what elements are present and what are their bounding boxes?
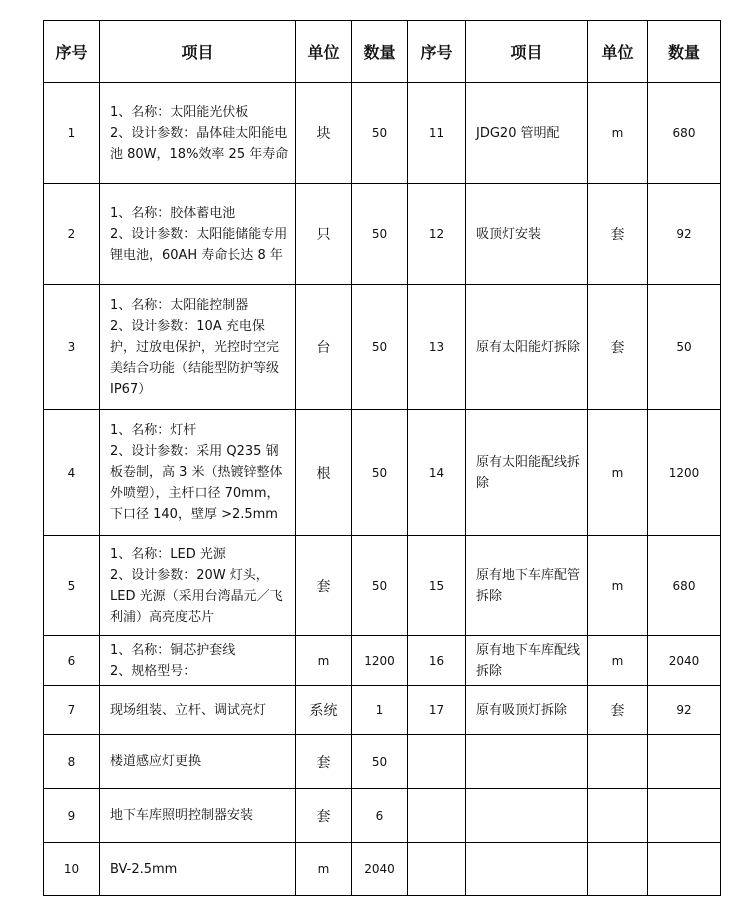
- header-item: 项目: [100, 21, 296, 83]
- unit-cell-2: [588, 843, 648, 896]
- table-row: [44, 843, 721, 896]
- item-line: 1、名称：铜芯护套线: [110, 642, 236, 658]
- header-item-2: 项目: [466, 21, 588, 83]
- seq-cell-2: 12: [408, 184, 466, 285]
- seq-cell-2: 17: [408, 686, 466, 735]
- item-cell-2: [466, 843, 588, 896]
- unit-cell-2: m: [588, 536, 648, 636]
- item-cell: [100, 686, 296, 735]
- item-cell: [100, 536, 296, 636]
- unit-cell-2: m: [588, 83, 648, 184]
- qty-cell: 6: [352, 789, 408, 843]
- item-line: BV-2.5mm: [110, 861, 178, 877]
- table-row: [44, 83, 721, 184]
- item-cell-2: 原有太阳能灯拆除: [466, 285, 588, 410]
- item-line: 2、设计参数：20W 灯头，LED 光源（采用台湾晶元／飞利浦）高亮度芯片: [110, 567, 283, 625]
- quantity-table: [43, 20, 721, 896]
- qty-cell: 50: [352, 184, 408, 285]
- unit-cell: m: [296, 843, 352, 896]
- seq-cell-2: 15: [408, 536, 466, 636]
- item-line: 2、设计参数：晶体硅太阳能电池 80W，18%效率 25 年寿命: [110, 125, 289, 162]
- unit-cell-2: 套: [588, 686, 648, 735]
- item-cell: [100, 83, 296, 184]
- qty-cell-2: [648, 789, 721, 843]
- item-cell: [100, 184, 296, 285]
- qty-cell-2: 50: [648, 285, 721, 410]
- seq-cell: 10: [44, 843, 100, 896]
- seq-cell-2: 11: [408, 83, 466, 184]
- header-unit: 单位: [296, 21, 352, 83]
- seq-cell: 3: [44, 285, 100, 410]
- unit-cell-2: [588, 789, 648, 843]
- qty-cell: 50: [352, 83, 408, 184]
- qty-cell-2: 92: [648, 686, 721, 735]
- item-cell-2: 原有地下车库配线拆除: [466, 636, 588, 686]
- qty-cell: 2040: [352, 843, 408, 896]
- header-seq: 序号: [44, 21, 100, 83]
- item-cell-2: [466, 789, 588, 843]
- item-line: 2、设计参数：太阳能储能专用锂电池，60AH 寿命长达 8 年: [110, 226, 288, 263]
- seq-cell: 1: [44, 83, 100, 184]
- item-line: 2、设计参数：10A 充电保护，过放电保护，光控时空完美结合功能（结能型防护等级 IP67）: [110, 318, 280, 397]
- seq-cell: 9: [44, 789, 100, 843]
- table-row: [44, 184, 721, 285]
- item-cell: [100, 789, 296, 843]
- seq-cell: 6: [44, 636, 100, 686]
- item-cell: [100, 285, 296, 410]
- table-row: [44, 410, 721, 536]
- qty-cell: 50: [352, 410, 408, 536]
- seq-cell-2: 16: [408, 636, 466, 686]
- table-row: [44, 636, 721, 686]
- item-line: 1、名称：太阳能控制器: [110, 297, 249, 313]
- seq-cell: 4: [44, 410, 100, 536]
- item-line: 1、名称：胶体蓄电池: [110, 205, 236, 221]
- seq-cell-2: [408, 735, 466, 789]
- item-line: 现场组装、立杆、调试亮灯: [110, 702, 267, 718]
- item-cell-2: JDG20 管明配: [466, 83, 588, 184]
- header-row: [44, 21, 721, 83]
- seq-cell-2: 13: [408, 285, 466, 410]
- table-row: [44, 735, 721, 789]
- unit-cell: 块: [296, 83, 352, 184]
- unit-cell: 套: [296, 789, 352, 843]
- item-cell-2: 原有太阳能配线拆除: [466, 410, 588, 536]
- header-unit-2: 单位: [588, 21, 648, 83]
- unit-cell-2: 套: [588, 184, 648, 285]
- item-cell: [100, 735, 296, 789]
- unit-cell-2: 套: [588, 285, 648, 410]
- seq-cell: 8: [44, 735, 100, 789]
- item-line: 1、名称：太阳能光伏板: [110, 104, 249, 120]
- item-line: 地下车库照明控制器安装: [110, 808, 254, 823]
- qty-cell-2: 680: [648, 83, 721, 184]
- item-cell-2: 原有吸顶灯拆除: [466, 686, 588, 735]
- table-row: [44, 789, 721, 843]
- unit-cell: m: [296, 636, 352, 686]
- seq-cell-2: 14: [408, 410, 466, 536]
- unit-cell: 只: [296, 184, 352, 285]
- qty-cell: 50: [352, 536, 408, 636]
- item-line: 2、规格型号：: [110, 663, 197, 679]
- qty-cell: 50: [352, 735, 408, 789]
- table-row: [44, 536, 721, 636]
- table-body: [44, 83, 721, 896]
- unit-cell-2: m: [588, 410, 648, 536]
- qty-cell-2: [648, 843, 721, 896]
- seq-cell-2: [408, 789, 466, 843]
- unit-cell-2: [588, 735, 648, 789]
- table-row: [44, 686, 721, 735]
- unit-cell: 根: [296, 410, 352, 536]
- qty-cell: 1: [352, 686, 408, 735]
- header-qty: 数量: [352, 21, 408, 83]
- item-line: 2、设计参数：采用 Q235 钢板卷制，高 3 米（热镀锌整体外喷塑），主杆口径 70mm，下口径 140，壁厚 >2.5mm: [110, 444, 283, 522]
- item-cell-2: [466, 735, 588, 789]
- seq-cell: 5: [44, 536, 100, 636]
- qty-cell-2: [648, 735, 721, 789]
- item-cell-2: 原有地下车库配管拆除: [466, 536, 588, 636]
- qty-cell: 50: [352, 285, 408, 410]
- qty-cell-2: 680: [648, 536, 721, 636]
- unit-cell: 套: [296, 735, 352, 789]
- item-line: 楼道感应灯更换: [110, 754, 202, 769]
- item-line: 1、名称：LED 光源: [110, 546, 226, 562]
- seq-cell: 2: [44, 184, 100, 285]
- unit-cell: 套: [296, 536, 352, 636]
- item-cell: [100, 843, 296, 896]
- unit-cell: 系统: [296, 686, 352, 735]
- item-cell-2: 吸顶灯安装: [466, 184, 588, 285]
- item-cell: [100, 636, 296, 686]
- unit-cell: 台: [296, 285, 352, 410]
- header-seq-2: 序号: [408, 21, 466, 83]
- qty-cell-2: 1200: [648, 410, 721, 536]
- seq-cell-2: [408, 843, 466, 896]
- item-line: 1、名称：灯杆: [110, 423, 197, 438]
- unit-cell-2: m: [588, 636, 648, 686]
- seq-cell: 7: [44, 686, 100, 735]
- item-cell: [100, 410, 296, 536]
- qty-cell: 1200: [352, 636, 408, 686]
- qty-cell-2: 2040: [648, 636, 721, 686]
- header-qty-2: 数量: [648, 21, 721, 83]
- qty-cell-2: 92: [648, 184, 721, 285]
- table-row: [44, 285, 721, 410]
